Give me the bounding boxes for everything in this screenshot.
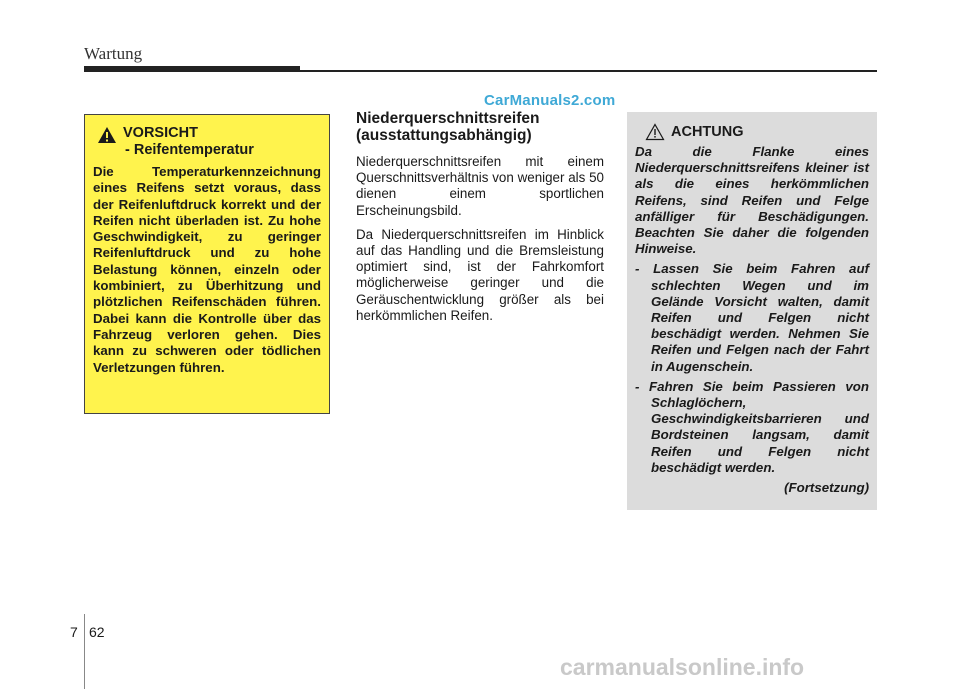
page-header-title: Wartung	[84, 44, 143, 63]
caution-title	[123, 125, 254, 159]
section-paragraph-2: Da Niederquerschnittsreifen im Hinblick auf das Handling und die Bremsleistung optimiert sind, ist der Fahrkomfort möglicherweise geringer und die Geräuschentwicklung größer als bei herkömmlichen Reifen.	[356, 226, 604, 323]
attention-intro: Da die Flanke eines Niederquerschnittsreifens kleiner ist als die eines herkömmlichen Reifens, sind Reifen und Felge anfälliger für Beschädigungen. Beachten Sie daher die folgenden Hinweise.	[635, 144, 869, 257]
watermark-top: CarManuals2.com	[484, 92, 616, 109]
header-rule-thick	[84, 66, 300, 72]
warning-triangle-icon	[97, 126, 117, 144]
attention-box	[627, 112, 877, 510]
footer-chapter: 7	[70, 624, 78, 640]
footer-page-number: 62	[89, 624, 105, 640]
warning-triangle-outline-icon	[645, 123, 665, 141]
header-rule-thin	[300, 70, 877, 72]
attention-title-row	[645, 122, 869, 141]
caution-box	[84, 114, 330, 414]
caution-title-row	[97, 125, 321, 159]
section-column	[356, 110, 604, 332]
caution-body: Die Temperaturkennzeichnung eines Reifens setzt voraus, dass der Reifenluftdruck korrekt und der Reifen nicht überladen ist. Zu hohe Geschwindigkeit, zu geringer Reifenluftdruck und zu hohe Belastung können, einzeln oder kombiniert, zu Überhitzung und plötzlichen Reifenschäden führen. Dabei kann die Kontrolle über das Fahrzeug verloren gehen. Dies kann zu schweren oder tödlichen Verletzungen führen.	[93, 164, 321, 375]
attention-bullet-2: - Fahren Sie beim Passieren von Schlaglöchern, Geschwindigkeitsbarrieren und Bordsteinen langsam, damit Reifen und Felgen nicht beschädigt werden.	[635, 378, 869, 475]
caution-title-line1: VORSICHT	[123, 125, 198, 141]
caution-title-line2: - Reifentemperatur	[125, 142, 254, 158]
section-paragraph-1: Niederquerschnittsreifen mit einem Querschnittsverhältnis von weniger als 50 dienen einem sportlichen Erscheinungsbild.	[356, 154, 604, 218]
attention-bullet-1: - Lassen Sie beim Fahren auf schlechten Wegen und im Gelände Vorsicht walten, damit Reifen und Felgen nicht beschädigt werden. Nehmen Sie Reifen und Felgen nach der Fahrt in Augenschein.	[635, 261, 869, 374]
footer-divider	[84, 614, 85, 689]
attention-continued: (Fortsetzung)	[784, 480, 869, 496]
section-heading: Niederquerschnittsreifen (ausstattungsabhängig)	[356, 110, 540, 144]
attention-title: ACHTUNG	[671, 123, 744, 140]
attention-body	[635, 144, 869, 496]
watermark-bottom: carmanualsonline.info	[560, 654, 805, 680]
